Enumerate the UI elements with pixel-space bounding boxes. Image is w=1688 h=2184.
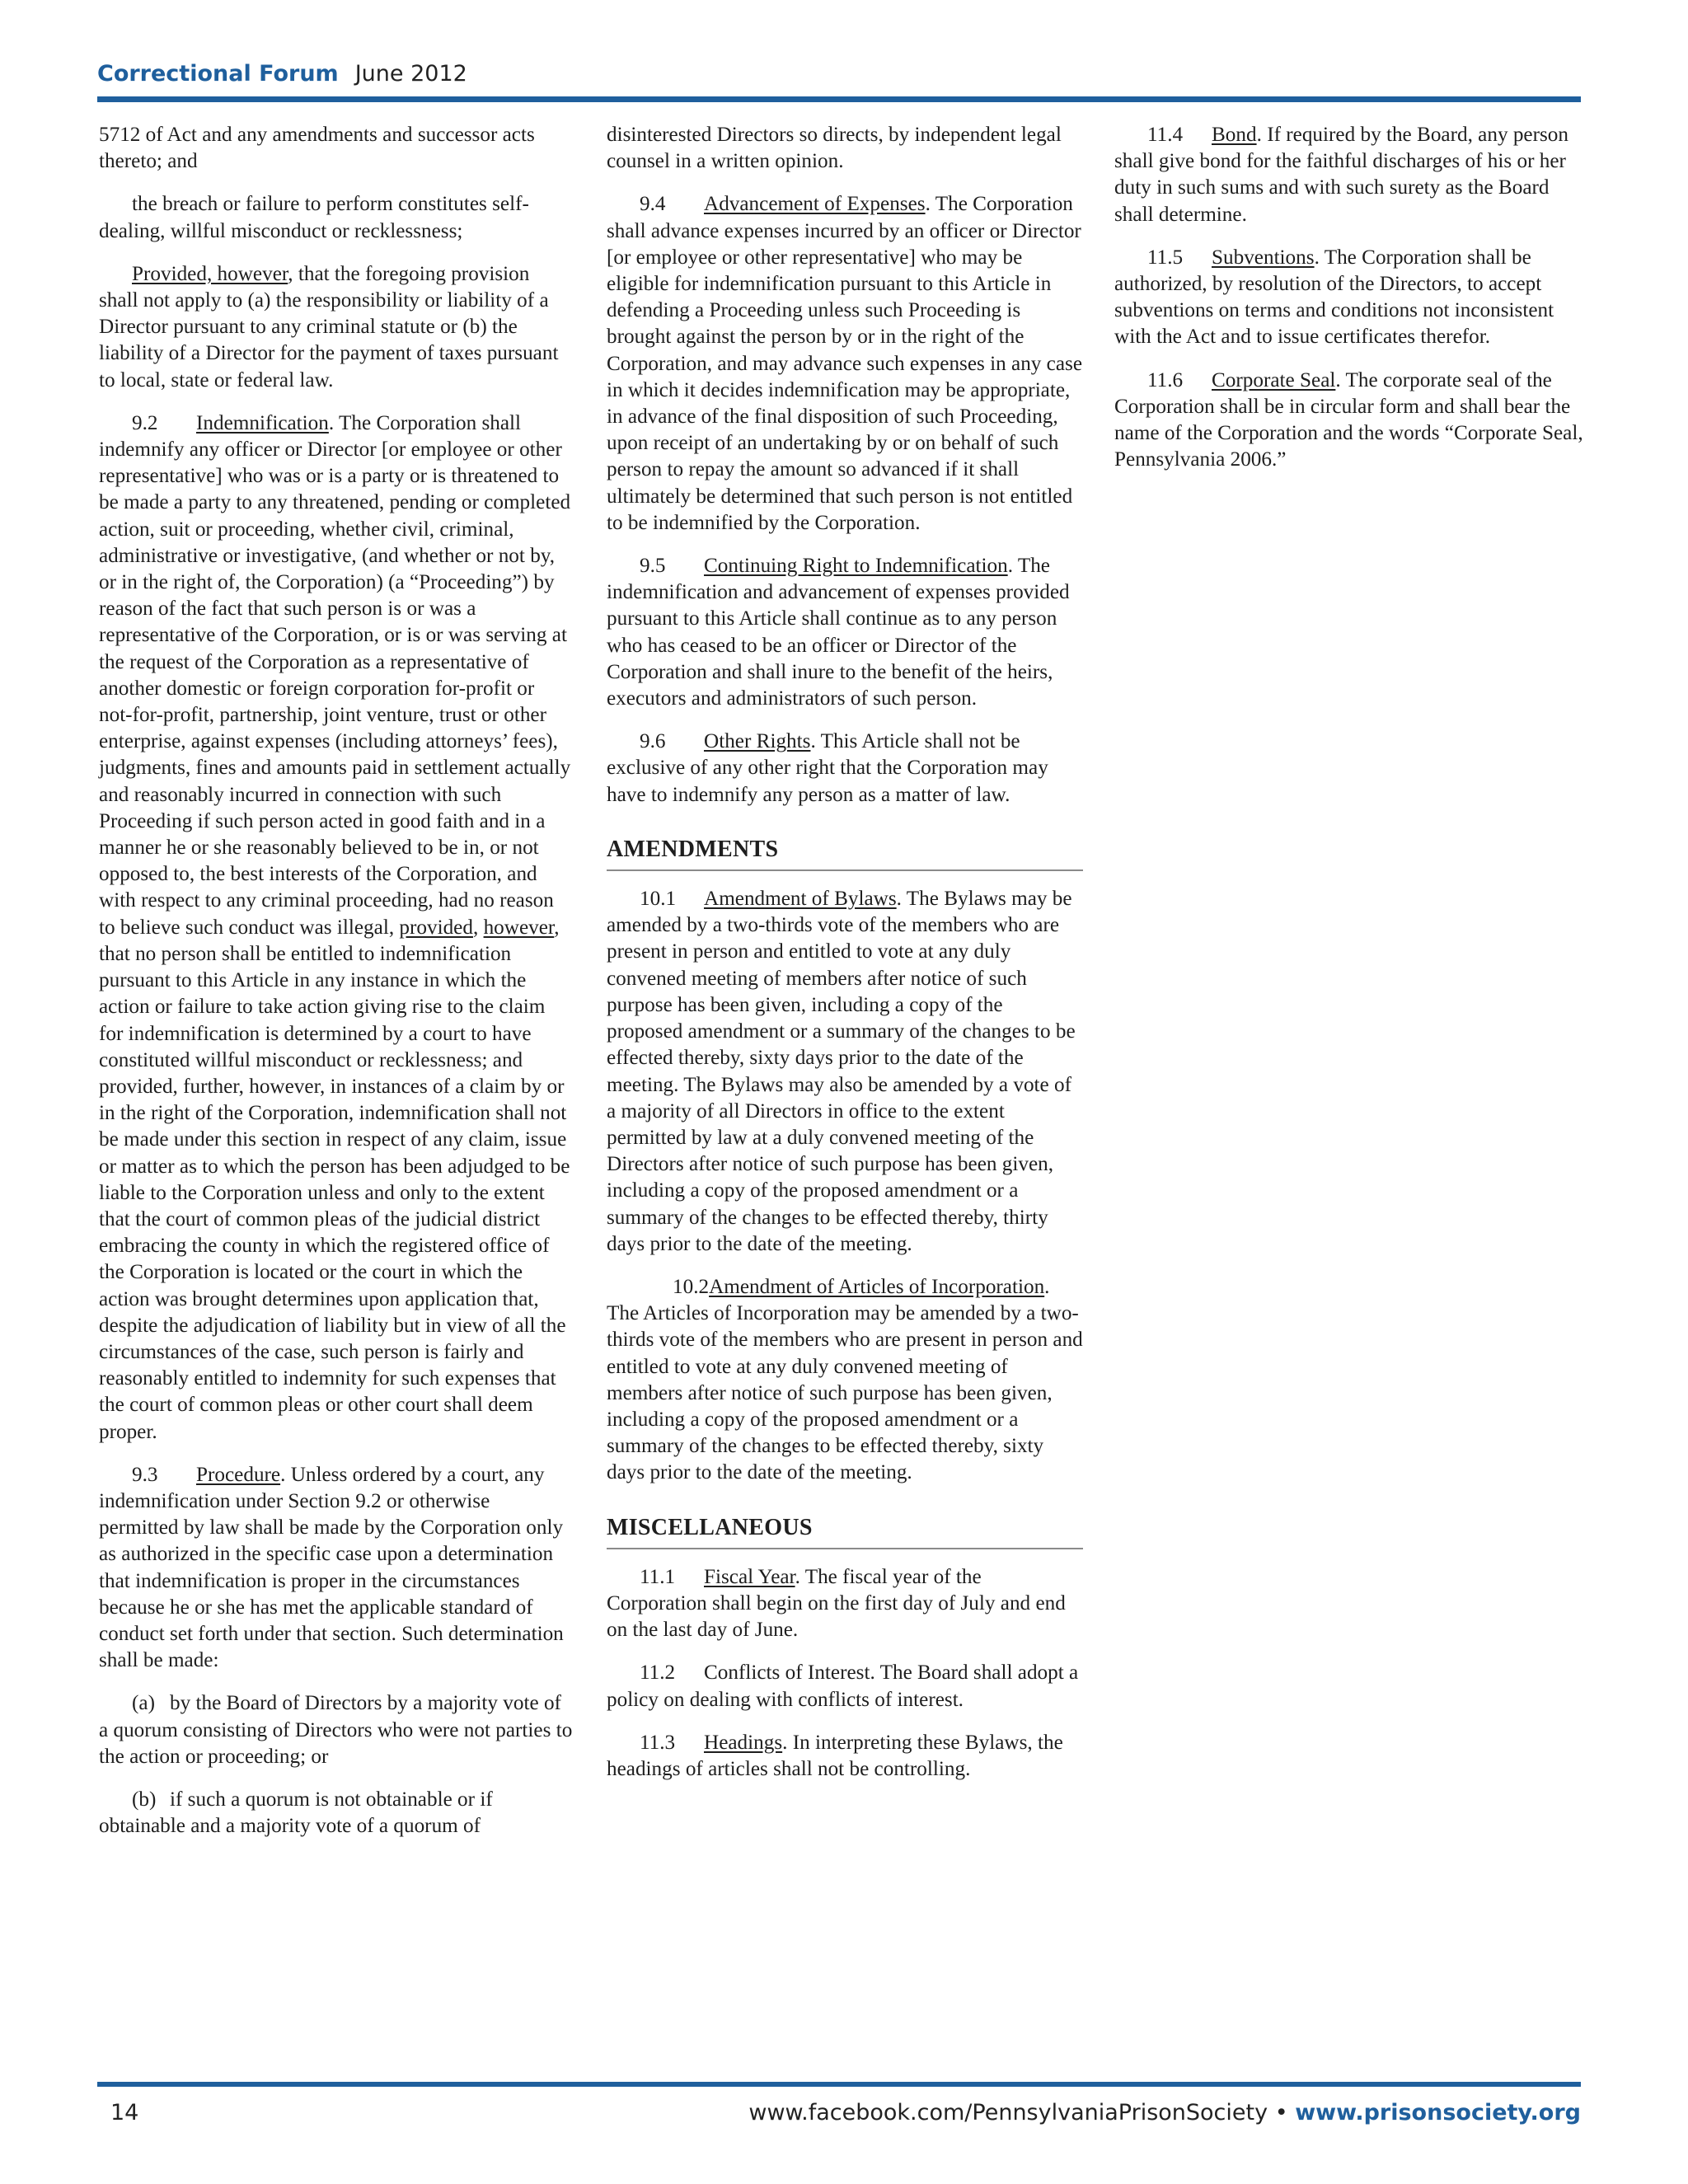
section-number: 10.2 [673,1275,710,1298]
section-text: . The Articles of Incorporation may be amended by a two-thirds vote of the members who are present in person and entitled to vote at any duly convened meeting of members after notice of such purpose has been given, including a copy of the proposed amendment or a summary of the changes to be effected thereby, sixty days prior to the date of the meeting. [607,1275,1083,1484]
paragraph-text: the breach or failure to perform constitutes self-dealing, willful misconduct or recklessness; [99,193,529,242]
page-number: 14 [110,2099,139,2125]
section-title: Fiscal Year [704,1565,795,1588]
publication-title: Correctional Forum [97,60,339,87]
proviso-label: Provided, however [132,262,288,285]
running-footer [97,2096,1581,2129]
clause-a [99,1690,573,1770]
section-title: Bond [1212,124,1257,146]
column-2 [607,122,1083,1799]
section-title: Amendment of Bylaws [704,888,897,911]
section-9-3 [99,1462,573,1675]
paragraph [99,191,573,244]
paragraph [99,122,573,175]
section-title: Continuing Right to Indemnification [704,555,1008,578]
section-9-5 [607,553,1083,712]
section-11-3 [607,1730,1083,1783]
section-title: Subventions [1212,246,1315,269]
section-number: 11.4 [1147,124,1184,146]
section-text: . The fiscal year of the Corporation shall begin on the first day of July and end on the last day of June. [607,1565,1066,1642]
section-11-6 [1114,368,1592,474]
paragraph [607,122,1083,175]
section-title: Other Rights [704,730,811,753]
section-number: 11.3 [640,1731,676,1754]
section-number: 11.6 [1147,368,1184,391]
section-number: 10.1 [640,888,677,911]
section-11-5 [1114,245,1592,351]
website-link[interactable]: www.prisonsociety.org [1295,2099,1581,2125]
section-9-4 [607,191,1083,537]
clause-b [99,1787,573,1840]
bullet-separator: • [1274,2099,1288,2125]
footer-links [748,2100,1581,2125]
section-text: . Unless ordered by a court, any indemnification under Section 9.2 or otherwise permitted by law shall be made by the Corporation only as authorized in the specific case upon a determination that indemnification is proper in the circumstances because he or she has met the applicable standard of conduct set forth under that section. Such determination shall be made: [99,1463,564,1672]
section-number: 11.2 [640,1661,676,1685]
paragraph [99,261,573,394]
section-text: . The corporate seal of the Corporation shall be in circular form and shall bear the name of the Corporation and the words “Corporate Seal, Pennsylvania 2006.” [1114,368,1583,471]
section-11-1 [607,1564,1083,1644]
section-text: . If required by the Board, any person shall give bond for the faithful discharges of his or her duty in such sums and with such surety as the Board shall determine. [1114,124,1568,226]
section-number: 9.4 [640,193,666,216]
section-11-2 [607,1660,1083,1713]
amendments-heading: AMENDMENTS [607,837,1083,871]
section-title: Amendment of Articles of Incorporation [709,1275,1045,1298]
emphasis-provided: provided [399,916,473,939]
section-number: 9.3 [132,1463,158,1486]
clause-label: (b) [132,1788,157,1811]
paragraph-text: disinterested Directors so directs, by independent legal counsel in a written opinion. [607,124,1062,173]
section-text: . In interpreting these Bylaws, the headings of articles shall not be controlling. [607,1731,1063,1780]
clause-text: if such a quorum is not obtainable or if obtainable and a majority vote of a quorum of [99,1788,493,1838]
section-9-2 [99,410,573,1446]
column-1 [99,122,573,1856]
clause-text: by the Board of Directors by a majority vote of a quorum consisting of Directors who were not parties to the action or proceeding; or [99,1692,573,1768]
section-number: 11.5 [1147,246,1184,269]
section-text: . The Bylaws may be amended by a two-thirds vote of the members who are present in person and entitled to vote at any duly convened meeting of members after notice of such purpose has been given, including a copy of the proposed amendment or a summary of the changes to be effected thereby, sixty days prior to the date of the meeting. The Bylaws may also be amended by a vote of a majority of all Directors in office to the extent permitted by law at a duly convened meeting of the Directors after notice of such purpose has been given, including a copy of the proposed amendment or a summary of the changes to be effected thereby, thirty days prior to the date of the meeting. [607,888,1076,1255]
section-10-1 [607,886,1083,1258]
section-title: Advancement of Expenses [704,193,926,216]
section-text: Conflicts of Interest. The Board shall adopt a policy on dealing with conflicts of interest. [607,1661,1079,1711]
punctuation: , [472,916,484,939]
clause-label: (a) [132,1692,155,1715]
emphasis-however: however [483,916,555,939]
paragraph-text: , that the foregoing provision shall not apply to (a) the responsibility or liability of a Director pursuant to any criminal statute or (b) the liability of a Director for the payment of taxes pursuant to local, state or federal law. [99,262,559,391]
section-11-4 [1114,122,1592,228]
section-text: . The Corporation shall advance expenses incurred by an officer or Director [or employee or other representative] who may be eligible for indemnification pursuant to this Article in defending a Proceeding unless such Proceeding is brought against the person by or in the right of the Corporation, and may advance such expenses in any case in which it decides indemnification may be appropriate, in advance of the final disposition of such Proceeding, upon receipt of an undertaking by or on behalf of such person to repay the amount so advanced if it shall ultimately be determined that such person is not entitled to be indemnified by the Corporation. [607,193,1083,534]
section-text: . This Article shall not be exclusive of any other right that the Corporation may have to indemnify any person as a matter of law. [607,730,1048,806]
section-text: . The Corporation shall be authorized, by resolution of the Directors, to accept subventions on terms and conditions not inconsistent with the Act and to issue certificates therefor. [1114,246,1554,349]
column-3 [1114,122,1592,490]
section-number: 9.6 [640,730,666,753]
section-number: 9.5 [640,555,666,578]
section-10-2 [607,1274,1083,1487]
footer-rule [97,2082,1581,2087]
section-9-6 [607,729,1083,808]
facebook-link[interactable]: www.facebook.com/PennsylvaniaPrisonSociety [748,2099,1268,2125]
section-title: Headings [704,1731,783,1754]
section-title: Corporate Seal [1212,368,1336,391]
header-rule [97,96,1581,102]
issue-date: June 2012 [354,60,467,87]
section-number: 9.2 [132,411,158,434]
paragraph-text: 5712 of Act and any amendments and successor acts thereto; and [99,124,535,173]
section-title: Indemnification [196,411,329,434]
section-title: Procedure [196,1463,281,1486]
section-text: , that no person shall be entitled to indemnification pursuant to this Article in any instance in which the action or failure to take action giving rise to the claim for indemnification is determined by a court to have constituted willful misconduct or recklessness; and provided, further, however, in instances of a claim by or in the right of the Corporation, indemnification shall not be made under this section in respect of any claim, issue or matter as to which the person has been adjudged to be liable to the Corporation unless and only to the extent that the court of common pleas of the judicial district embracing the county in which the registered office of the Corporation is located or the court in which the action was brought determines upon application that, despite the adjudication of liability but in view of all the circumstances of the case, such person is fairly and reasonably entitled to indemnity for such expenses that the court of common pleas or other court shall deem proper. [99,916,570,1443]
section-text: . The indemnification and advancement of expenses provided pursuant to this Article shall continue as to any person who has ceased to be an officer or Director of the Corporation and shall inure to the benefit of the heirs, executors and administrators of such person. [607,555,1070,710]
section-number: 11.1 [640,1565,676,1588]
running-header [97,54,1581,92]
section-text: . The Corporation shall indemnify any officer or Director [or employee or other representative] who was or is a party or is threatened to be made a party to any threatened, pending or completed action, suit or proceeding, whether civil, criminal, administrative or investigative, (and whether or not by, or in the right of, the Corporation) (a “Proceeding”) by reason of the fact that such person is or was a representative of the Corporation, or is or was serving at the request of the Corporation as a representative of another domestic or foreign corporation for-profit or not-for-profit, partnership, joint venture, trust or other enterprise, against expenses (including attorneys’ fees), judgments, fines and amounts paid in settlement actually and reasonably incurred in connection with such Proceeding if such person acted in good faith and in a manner he or she reasonably believed to be in, or not opposed to, the best interests of the Corporation, and with respect to any criminal proceeding, had no reason to believe such conduct was illegal, [99,411,571,939]
miscellaneous-heading: MISCELLANEOUS [607,1515,1083,1549]
